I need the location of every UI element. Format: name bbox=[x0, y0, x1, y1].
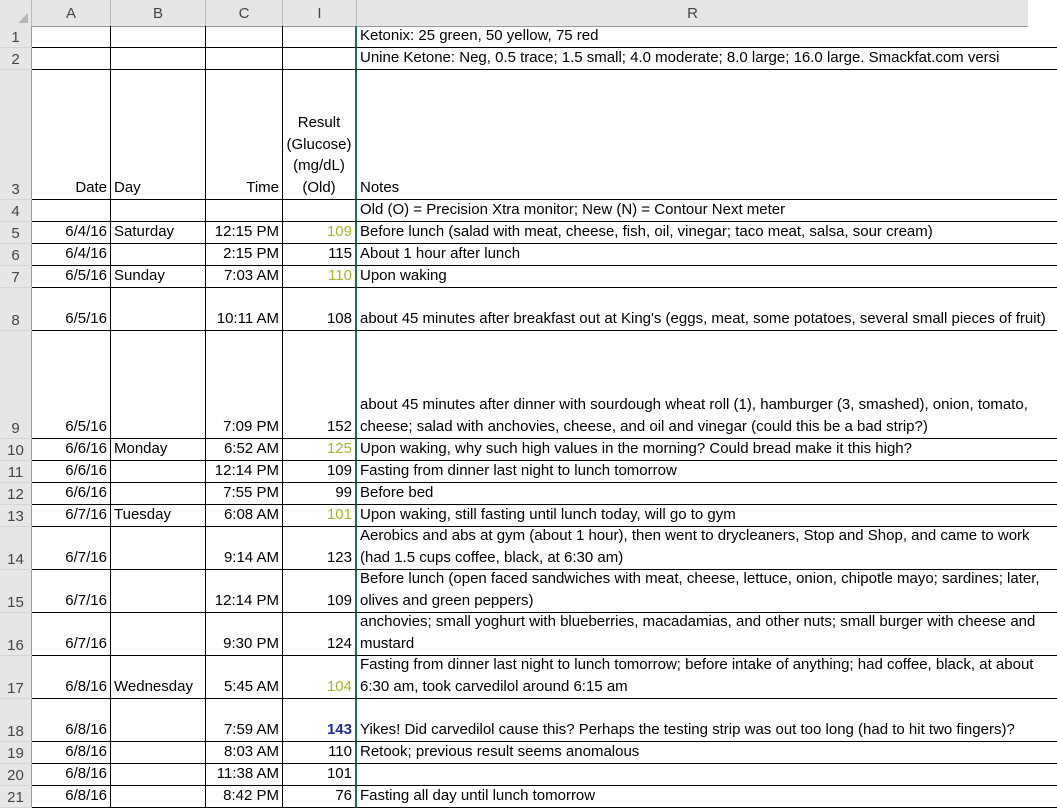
cell-b[interactable]: Tuesday bbox=[111, 505, 206, 527]
row-header[interactable]: 1 bbox=[0, 26, 32, 47]
cell-c[interactable]: 6:52 AM bbox=[206, 439, 283, 461]
cell-b[interactable]: Sunday bbox=[111, 266, 206, 288]
sheet-row bbox=[0, 613, 1036, 656]
sheet-row bbox=[0, 48, 1028, 70]
cell-b[interactable] bbox=[111, 527, 206, 570]
cell-a[interactable]: 6/5/16 bbox=[32, 331, 111, 439]
row-header[interactable]: 11 bbox=[0, 461, 32, 482]
cell-i[interactable]: 123 bbox=[283, 527, 357, 570]
column-header-b[interactable]: B bbox=[111, 0, 206, 26]
cell-r[interactable]: Upon waking, still fasting until lunch today, will go to gym bbox=[357, 505, 1057, 527]
cell-r[interactable]: Upon waking, why such high values in the morning? Could bread make it this high? bbox=[357, 439, 1057, 461]
cell-r[interactable]: Fasting all day until lunch tomorrow bbox=[357, 786, 1057, 808]
cell-i[interactable]: 108 bbox=[283, 288, 357, 331]
cell-r[interactable]: Upon waking bbox=[357, 266, 1057, 288]
cell-i[interactable]: 76 bbox=[283, 786, 357, 808]
cell-c[interactable]: 7:03 AM bbox=[206, 266, 283, 288]
row-header[interactable]: 4 bbox=[0, 200, 32, 221]
row-header[interactable]: 19 bbox=[0, 742, 32, 763]
cell-b[interactable]: Monday bbox=[111, 439, 206, 461]
column-header-row bbox=[0, 0, 1028, 27]
row-header[interactable]: 21 bbox=[0, 786, 32, 807]
cell-r[interactable]: Fasting from dinner last night to lunch tomorrow bbox=[357, 461, 1057, 483]
cell-a[interactable]: 6/6/16 bbox=[32, 439, 111, 461]
cell-r[interactable]: Unine Ketone: Neg, 0.5 trace; 1.5 small; 4.0 moderate; 8.0 large; 16.0 large. Smackfat.com versi bbox=[357, 48, 1057, 70]
cell-a[interactable]: Date bbox=[32, 70, 111, 200]
row-header[interactable]: 15 bbox=[0, 570, 32, 612]
column-header-i[interactable]: I bbox=[283, 0, 357, 26]
cell-c[interactable]: 12:14 PM bbox=[206, 570, 283, 613]
cell-b[interactable] bbox=[111, 742, 206, 764]
cell-b[interactable] bbox=[111, 483, 206, 505]
cell-i[interactable]: 99 bbox=[283, 483, 357, 505]
sheet-row bbox=[0, 699, 1028, 742]
cell-c[interactable]: Time bbox=[206, 70, 283, 200]
sheet-row bbox=[0, 244, 1028, 266]
cell-i[interactable]: 109 bbox=[283, 570, 357, 613]
row-header[interactable]: 8 bbox=[0, 288, 32, 330]
cell-a[interactable]: 6/7/16 bbox=[32, 570, 111, 613]
cell-b[interactable] bbox=[111, 331, 206, 439]
cell-a[interactable]: 6/6/16 bbox=[32, 461, 111, 483]
cell-i[interactable]: 152 bbox=[283, 331, 357, 439]
sheet-row bbox=[0, 26, 1028, 48]
cell-r[interactable]: Ketonix: 25 green, 50 yellow, 75 red bbox=[357, 26, 1057, 48]
cell-c[interactable]: 2:15 PM bbox=[206, 244, 283, 266]
cell-c[interactable]: 6:08 AM bbox=[206, 505, 283, 527]
cell-i[interactable]: 143 bbox=[283, 699, 357, 742]
cell-a[interactable]: 6/4/16 bbox=[32, 222, 111, 244]
cell-c[interactable]: 12:15 PM bbox=[206, 222, 283, 244]
cell-a[interactable]: 6/8/16 bbox=[32, 742, 111, 764]
cell-r[interactable]: Retook; previous result seems anomalous bbox=[357, 742, 1057, 764]
cell-r[interactable]: about 45 minutes after dinner with sourdough wheat roll (1), hamburger (3, smashed), onion, tomato, cheese; salad with anchovies, cheese, and oil and vinegar (could this be a bad strip?) bbox=[357, 331, 1057, 439]
sheet-row bbox=[0, 742, 1028, 764]
sheet-row bbox=[0, 527, 1028, 570]
cell-r[interactable]: about 45 minutes after breakfast out at King's (eggs, meat, some potatoes, several small pieces of fruit) bbox=[357, 288, 1057, 331]
cell-a[interactable]: 6/8/16 bbox=[32, 786, 111, 808]
sheet-row bbox=[0, 505, 1028, 527]
cell-c[interactable]: 9:14 AM bbox=[206, 527, 283, 570]
cell-b[interactable] bbox=[111, 699, 206, 742]
cell-c[interactable] bbox=[206, 26, 283, 48]
cell-i[interactable]: 110 bbox=[283, 742, 357, 764]
cell-r[interactable] bbox=[357, 764, 1057, 786]
cell-a[interactable]: 6/8/16 bbox=[32, 656, 111, 699]
row-header[interactable]: 13 bbox=[0, 505, 32, 526]
cell-i[interactable] bbox=[283, 200, 357, 222]
sheet-row bbox=[0, 222, 1028, 244]
row-header[interactable]: 9 bbox=[0, 331, 32, 438]
cell-b[interactable] bbox=[111, 786, 206, 808]
sheet-row bbox=[0, 288, 1046, 331]
cell-r[interactable]: Before bed bbox=[357, 483, 1057, 505]
row-header[interactable]: 16 bbox=[0, 613, 32, 655]
cell-a[interactable]: 6/8/16 bbox=[32, 764, 111, 786]
cell-c[interactable] bbox=[206, 200, 283, 222]
column-header-c[interactable]: C bbox=[206, 0, 283, 26]
cell-r[interactable]: Yikes! Did carvedilol cause this? Perhaps the testing strip was out too long (had to hit two fingers)? bbox=[357, 699, 1057, 742]
cell-a[interactable]: 6/4/16 bbox=[32, 244, 111, 266]
cell-a[interactable] bbox=[32, 200, 111, 222]
cell-b[interactable] bbox=[111, 26, 206, 48]
cell-i[interactable] bbox=[283, 26, 357, 48]
cell-a[interactable]: 6/5/16 bbox=[32, 288, 111, 331]
cell-r[interactable]: Aerobics and abs at gym (about 1 hour), then went to drycleaners, Stop and Shop, and came to work (had 1.5 cups coffee, black, at 6:30 am) bbox=[357, 527, 1057, 570]
cell-i[interactable]: 110 bbox=[283, 266, 357, 288]
select-all-corner[interactable] bbox=[0, 0, 32, 26]
row-header[interactable]: 3 bbox=[0, 70, 32, 199]
cell-a[interactable]: 6/7/16 bbox=[32, 527, 111, 570]
cell-i[interactable]: 109 bbox=[283, 461, 357, 483]
cell-c[interactable]: 12:14 PM bbox=[206, 461, 283, 483]
row-header[interactable]: 10 bbox=[0, 439, 32, 460]
row-header[interactable]: 5 bbox=[0, 222, 32, 243]
cell-a[interactable]: 6/7/16 bbox=[32, 613, 111, 656]
cell-a[interactable] bbox=[32, 48, 111, 70]
cell-r[interactable]: Notes bbox=[357, 70, 1057, 200]
cell-r[interactable]: Before lunch (salad with meat, cheese, fish, oil, vinegar; taco meat, salsa, sour cream) bbox=[357, 222, 1057, 244]
cell-c[interactable]: 7:09 PM bbox=[206, 331, 283, 439]
cell-a[interactable]: 6/8/16 bbox=[32, 699, 111, 742]
sheet-row bbox=[0, 656, 1034, 699]
cell-r[interactable]: About 1 hour after lunch bbox=[357, 244, 1057, 266]
row-header[interactable]: 18 bbox=[0, 699, 32, 741]
cell-c[interactable]: 5:45 AM bbox=[206, 656, 283, 699]
row-header[interactable]: 6 bbox=[0, 244, 32, 265]
row-header[interactable]: 2 bbox=[0, 48, 32, 69]
cell-a[interactable]: 6/7/16 bbox=[32, 505, 111, 527]
cell-c[interactable]: 9:30 PM bbox=[206, 613, 283, 656]
row-header[interactable]: 14 bbox=[0, 527, 32, 569]
cell-c[interactable]: 7:55 PM bbox=[206, 483, 283, 505]
cell-c[interactable] bbox=[206, 48, 283, 70]
cell-r[interactable]: Fasting from dinner last night to lunch tomorrow; before intake of anything; had coffee, black, at about 6:30 am, took carvedilol around 6:15 am bbox=[357, 656, 1057, 699]
sheet-row bbox=[0, 331, 1028, 439]
cell-b[interactable] bbox=[111, 764, 206, 786]
sheet-row bbox=[0, 200, 1028, 222]
cell-i[interactable]: 124 bbox=[283, 613, 357, 656]
sheet-row bbox=[0, 764, 1028, 786]
cell-i[interactable] bbox=[283, 48, 357, 70]
cell-b[interactable] bbox=[111, 613, 206, 656]
cell-a[interactable]: 6/5/16 bbox=[32, 266, 111, 288]
row-header[interactable]: 20 bbox=[0, 764, 32, 785]
cell-c[interactable]: 11:38 AM bbox=[206, 764, 283, 786]
cell-b[interactable] bbox=[111, 288, 206, 331]
cell-b[interactable] bbox=[111, 244, 206, 266]
sheet-row bbox=[0, 786, 1028, 808]
cell-r[interactable]: Before lunch (open faced sandwiches with meat, cheese, lettuce, onion, chipotle mayo; sardines; later, olives and green peppers) bbox=[357, 570, 1057, 613]
cell-c[interactable]: 7:59 AM bbox=[206, 699, 283, 742]
sheet-row bbox=[0, 439, 1028, 461]
row-header[interactable]: 12 bbox=[0, 483, 32, 504]
cell-i[interactable]: 109 bbox=[283, 222, 357, 244]
cell-a[interactable] bbox=[32, 26, 111, 48]
cell-c[interactable]: 10:11 AM bbox=[206, 288, 283, 331]
sheet-row bbox=[0, 70, 1028, 200]
select-all-triangle-icon bbox=[18, 13, 28, 23]
cell-i[interactable]: 115 bbox=[283, 244, 357, 266]
cell-c[interactable]: 8:03 AM bbox=[206, 742, 283, 764]
cell-r[interactable]: anchovies; small yoghurt with blueberries, macadamias, and other nuts; small burger with cheese and mustard bbox=[357, 613, 1057, 656]
cell-c[interactable]: 8:42 PM bbox=[206, 786, 283, 808]
cell-b[interactable]: Wednesday bbox=[111, 656, 206, 699]
cell-i[interactable]: 125 bbox=[283, 439, 357, 461]
sheet-row bbox=[0, 570, 1040, 613]
cell-a[interactable]: 6/6/16 bbox=[32, 483, 111, 505]
row-header[interactable]: 7 bbox=[0, 266, 32, 287]
cell-b[interactable] bbox=[111, 200, 206, 222]
cell-b[interactable]: Saturday bbox=[111, 222, 206, 244]
cell-b[interactable] bbox=[111, 570, 206, 613]
sheet-row bbox=[0, 483, 1028, 505]
sheet-row bbox=[0, 266, 1028, 288]
cell-i[interactable]: 101 bbox=[283, 764, 357, 786]
cell-i[interactable]: 101 bbox=[283, 505, 357, 527]
cell-b[interactable] bbox=[111, 461, 206, 483]
sheet-row bbox=[0, 461, 1028, 483]
cell-i[interactable]: Result (Glucose) (mg/dL) (Old) bbox=[283, 70, 357, 200]
cell-r[interactable]: Old (O) = Precision Xtra monitor; New (N) = Contour Next meter bbox=[357, 200, 1057, 222]
cell-i[interactable]: 104 bbox=[283, 656, 357, 699]
cell-b[interactable] bbox=[111, 48, 206, 70]
column-header-r[interactable]: R bbox=[687, 4, 698, 22]
row-header[interactable]: 17 bbox=[0, 656, 32, 698]
cell-b[interactable]: Day bbox=[111, 70, 206, 200]
sheet-grid bbox=[0, 26, 1046, 808]
column-header-a[interactable]: A bbox=[32, 0, 111, 26]
